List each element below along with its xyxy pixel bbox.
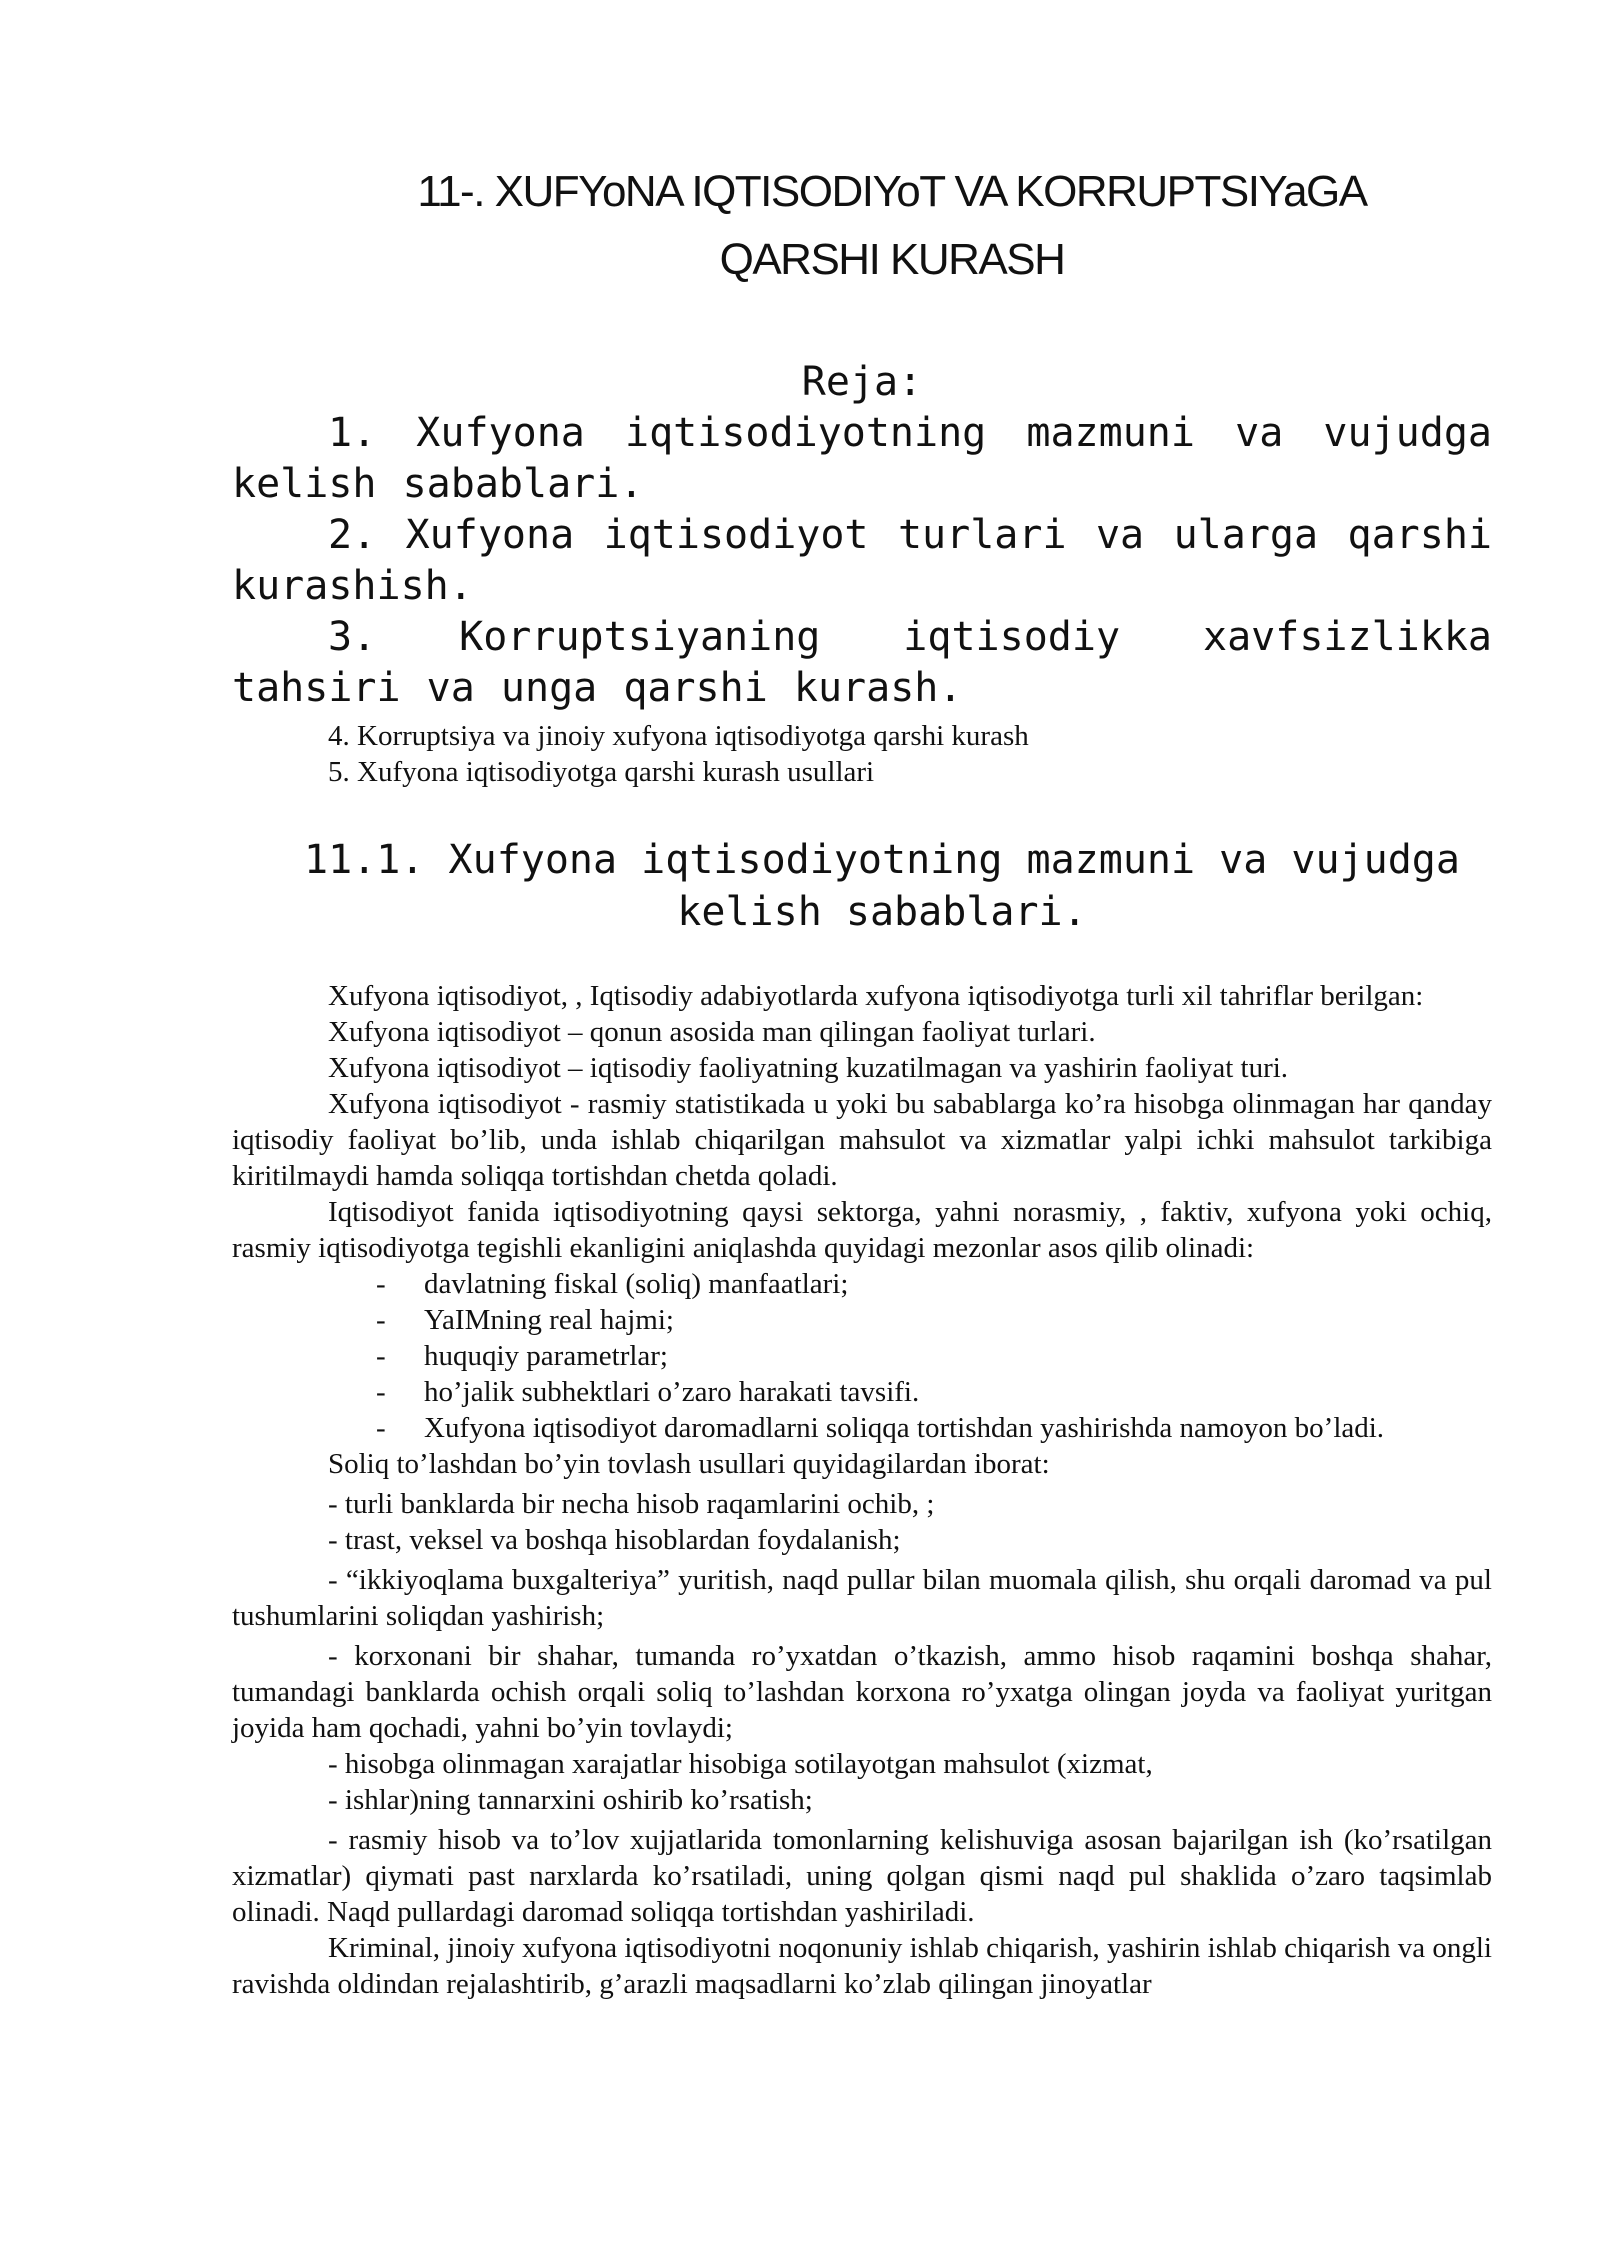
paragraph: Xufyona iqtisodiyot – qonun asosida man qilingan faoliyat turlari. [328,1016,1096,1049]
paragraph: Xufyona iqtisodiyot - rasmiy statistikada u yoki bu sabablarga ko’ra hisobga olinmagan har qanday iqtisodiy faoliyat bo’lib, unda ishlab chiqarilgan mahsulot va xizmatlar yalpi ichki mahsulot tarkibiga kiritilmaydi hamda soliqqa tortishdan chetda qoladi. [232,1088,1492,1193]
method-item: - “ikkiyoqlama buxgalteriya” yuritish, naqd pullar bilan muomala qilish, shu orqali daromad va pul tushumlarini soliqdan yashirish; [232,1564,1492,1633]
section-body [232,978,1492,2002]
chapter-title-line1: 11-. XUFYoNA IQTISODIYoT VA KORRUPTSIYaGA [417,167,1367,216]
dash-bullet-icon: - [376,1268,386,1301]
plan-item-1: 1. Xufyona iqtisodiyotning mazmuni va vujudga kelish sabablari. [232,410,1492,508]
list-item: - ho’jalik subhektlari o’zaro harakati tavsifi. [376,1376,920,1409]
dash-bullet-icon: - [376,1340,386,1373]
method-item: - trast, veksel va boshqa hisoblardan foydalanish; [328,1524,901,1557]
paragraph: Iqtisodiyot fanida iqtisodiyotning qaysi sektorga, yahni norasmiy, , faktiv, xufyona yoki ochiq, rasmiy iqtisodiyotga tegishli ekanligini aniqlashda quyidagi mezonlar asos qilib olinadi: [232,1196,1492,1265]
dash-bullet-icon: - [376,1304,386,1337]
paragraph: Xufyona iqtisodiyot – iqtisodiy faoliyatning kuzatilmagan va yashirin faoliyat turi. [328,1052,1289,1085]
dash-bullet-icon: - [376,1376,386,1409]
plan-item-2: 2. Xufyona iqtisodiyot turlari va ularga qarshi kurashish. [232,512,1492,610]
list-item: - YaIMning real hajmi; [376,1304,674,1337]
plan-item-4: 4. Korruptsiya va jinoiy xufyona iqtisodiyotga qarshi kurash [328,720,1029,753]
list-item: - huquqiy parametrlar; [376,1340,668,1373]
plan-heading: Reja: [801,359,923,406]
paragraph: Soliq to’lashdan bo’yin tovlash usullari quyidagilardan iborat: [328,1448,1050,1481]
criteria-list [232,1266,1492,1446]
section-title-line1: 11.1. Xufyona iqtisodiyotning mazmuni va vujudga [304,837,1460,884]
plan-item-5: 5. Xufyona iqtisodiyotga qarshi kurash usullari [328,756,875,789]
paragraph: Xufyona iqtisodiyot, , Iqtisodiy adabiyotlarda xufyona iqtisodiyotga turli xil tahriflar berilgan: [328,980,1424,1013]
paragraph: Kriminal, jinoiy xufyona iqtisodiyotni noqonuniy ishlab chiqarish, yashirin ishlab chiqarish va ongli ravishda oldindan rejalashtirib, g’arazli maqsadlarni ko’zlab qilingan jinoyatlar [232,1932,1492,2001]
method-item: - rasmiy hisob va to’lov xujjatlarida tomonlarning kelishuviga asosan bajarilgan ish (ko’rsatilgan xizmatlar) qiymati past narxlarda ko’rsatiladi, uning qolgan qismi naqd pul shaklida o’zaro taqsimlab olinadi. Naqd pullardagi daromad soliqqa tortishdan yashiriladi. [232,1824,1492,1929]
method-item: - korxonani bir shahar, tumanda ro’yxatdan o’tkazish, ammo hisob raqamini boshqa shahar, tumandagi banklarda ochish orqali soliq to’lashdan korxona ro’yxatga olingan joyda va faoliyat yuritgan joyida ham qochadi, yahni bo’yin tovlaydi; [232,1640,1492,1745]
section-title-line2: kelish sabablari. [677,889,1087,936]
dash-bullet-icon: - [376,1412,386,1445]
list-item: - davlatning fiskal (soliq) manfaatlari; [376,1268,849,1301]
chapter-title [292,158,1492,294]
list-item: - Xufyona iqtisodiyot daromadlarni soliqqa tortishdan yashirishda namoyon bo’ladi. [376,1412,1385,1445]
document-page [232,0,1492,2002]
section-title [232,834,1492,938]
method-item: - ishlar)ning tannarxini oshirib ko’rsatish; [328,1784,813,1817]
method-item: - hisobga olinmagan xarajatlar hisobiga sotilayotgan mahsulot (xizmat, [328,1748,1153,1781]
chapter-title-line2: QARSHI KURASH [719,235,1065,285]
method-item: - turli banklarda bir necha hisob raqamlarini ochib, ; [328,1488,935,1521]
plan-item-3: 3. Korruptsiyaning iqtisodiy xavfsizlikka tahsiri va unga qarshi kurash. [232,614,1492,712]
